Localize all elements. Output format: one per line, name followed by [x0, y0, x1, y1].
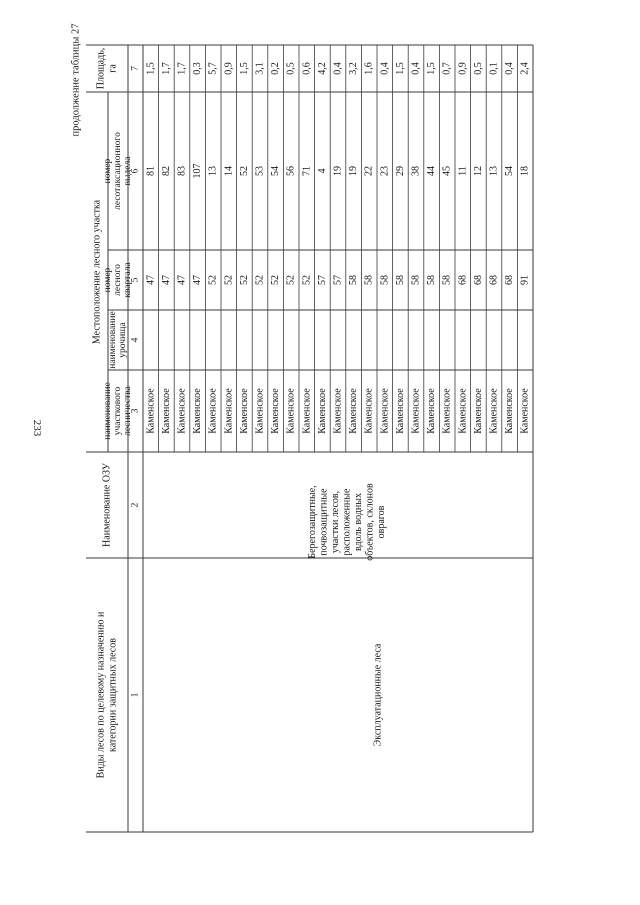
cell-quarter: 52 — [254, 275, 266, 285]
cell-quarter: 68 — [472, 275, 484, 285]
header-col7: га — [107, 64, 119, 73]
cell-area: 0,7 — [441, 62, 453, 75]
header-col4: урочища — [118, 322, 128, 358]
cell-forestry: Каменское — [426, 388, 438, 434]
cell-allotment: 4 — [316, 168, 328, 174]
cell-allotment: 22 — [363, 166, 375, 176]
column-number-4: 4 — [130, 337, 141, 343]
cell-allotment: 12 — [472, 166, 484, 176]
cell-allotment: 19 — [332, 166, 344, 176]
header-col3: участкового — [113, 386, 123, 436]
header-col4: наименование — [108, 311, 118, 369]
cell-quarter: 52 — [285, 275, 297, 285]
cell-allotment: 53 — [254, 166, 266, 176]
cell-allotment: 38 — [410, 166, 422, 176]
cell-quarter: 58 — [363, 275, 375, 285]
cell-forestry: Каменское — [160, 388, 172, 434]
cell-allotment: 45 — [441, 166, 453, 176]
cell-forestry: Каменское — [519, 388, 531, 434]
cell-quarter: 47 — [192, 275, 204, 285]
cell-area: 0,4 — [379, 62, 391, 75]
cell-quarter: 52 — [207, 275, 219, 285]
table-caption-text: продолжение таблицы 27 — [70, 23, 82, 137]
cell-quarter: 47 — [145, 275, 157, 285]
cell-quarter: 58 — [394, 275, 406, 285]
column-number-2: 2 — [130, 502, 141, 508]
cell-forestry: Каменское — [504, 388, 516, 434]
ozu-name: Берегозащитные, — [307, 485, 318, 559]
cell-area: 0,5 — [285, 62, 297, 75]
cell-quarter: 52 — [238, 275, 250, 285]
cell-quarter: 52 — [301, 275, 313, 285]
cell-allotment: 52 — [238, 166, 250, 176]
cell-quarter: 47 — [176, 275, 188, 285]
cell-area: 5,7 — [207, 62, 219, 75]
header-col3: наименование — [103, 382, 113, 440]
cell-allotment: 14 — [223, 166, 235, 176]
page-number: 233 — [31, 419, 43, 437]
cell-allotment: 13 — [488, 166, 500, 176]
cell-forestry: Каменское — [285, 388, 297, 434]
cell-allotment: 11 — [457, 166, 469, 176]
cell-forestry: Каменское — [238, 388, 250, 434]
cell-quarter: 68 — [504, 274, 516, 285]
header-col6: лесотаксационного — [113, 132, 123, 210]
header-col7: Площадь, — [95, 47, 107, 90]
header-col5: номер — [103, 267, 113, 293]
cell-allotment: 23 — [379, 166, 391, 176]
cell-forestry: Каменское — [488, 388, 500, 434]
cell-area: 4,2 — [316, 62, 328, 75]
cell-allotment: 19 — [348, 166, 360, 176]
cell-area: 0,4 — [332, 62, 344, 75]
cell-quarter: 52 — [223, 275, 235, 285]
cell-area: 0,3 — [192, 62, 204, 75]
cell-forestry: Каменское — [379, 388, 391, 434]
cell-forestry: Каменское — [207, 388, 219, 434]
cell-quarter: 58 — [348, 275, 360, 285]
cell-area: 0,9 — [223, 62, 235, 75]
cell-allotment: 56 — [285, 166, 297, 176]
cell-allotment: 81 — [145, 166, 157, 176]
cell-forestry: Каменское — [223, 388, 235, 434]
cell-forestry: Каменское — [348, 388, 360, 434]
cell-allotment: 82 — [160, 166, 172, 176]
cell-forestry: Каменское — [176, 388, 188, 434]
cell-allotment: 107 — [192, 163, 204, 179]
cell-quarter: 58 — [379, 275, 391, 285]
ozu-name: участки лесов, — [330, 490, 341, 554]
header-col6: номер — [103, 158, 113, 184]
column-number-5: 5 — [130, 277, 141, 283]
cell-forestry: Каменское — [457, 388, 469, 434]
cell-area: 0,1 — [488, 62, 500, 75]
cell-area: 1,5 — [426, 62, 438, 75]
cell-forestry: Каменское — [441, 388, 453, 434]
cell-forestry: Каменское — [394, 388, 406, 434]
cell-forestry: Каменское — [410, 388, 422, 434]
cell-area: 1,7 — [160, 62, 172, 75]
cell-quarter: 58 — [426, 275, 438, 285]
ozu-name: вдоль водных — [353, 492, 364, 552]
cell-area: 1,7 — [176, 62, 188, 75]
cell-area: 0,4 — [504, 62, 516, 75]
cell-area: 1,5 — [145, 62, 157, 75]
cell-quarter: 68 — [457, 275, 469, 285]
column-number-6: 6 — [130, 168, 141, 174]
cell-quarter: 91 — [519, 275, 531, 285]
cell-area: 3,1 — [254, 62, 266, 75]
cell-forestry: Каменское — [301, 388, 313, 434]
cell-area: 0,5 — [472, 62, 484, 75]
cell-allotment: 54 — [504, 165, 516, 176]
cell-forestry: Каменское — [472, 388, 484, 434]
cell-allotment: 29 — [394, 166, 406, 176]
ozu-name: почвозащитные — [318, 488, 330, 556]
header-group: Местоположение лесного участка — [91, 199, 103, 345]
ozu-name: расположенные — [341, 488, 353, 556]
cell-allotment: 54 — [270, 166, 282, 176]
cell-forestry: Каменское — [316, 388, 328, 434]
ozu-name: объектов, склонов — [364, 483, 376, 561]
header-col6: выдела — [123, 156, 133, 186]
cell-allotment: 13 — [207, 166, 219, 176]
cell-allotment: 83 — [176, 166, 188, 176]
cell-area: 2,4 — [519, 62, 531, 75]
cell-area: 0,4 — [410, 62, 422, 75]
column-number-3: 3 — [130, 408, 141, 414]
cell-quarter: 68 — [488, 275, 500, 285]
column-number-7: 7 — [130, 66, 141, 71]
cell-forestry: Каменское — [270, 388, 282, 434]
cell-area: 0,2 — [270, 62, 282, 75]
cell-forestry: Каменское — [192, 388, 204, 434]
cell-allotment: 71 — [301, 166, 313, 176]
cell-forestry: Каменское — [145, 388, 157, 434]
header-col5: лесного — [113, 264, 123, 296]
header-col1: категории защитных лесов — [107, 638, 119, 752]
cell-allotment: 44 — [426, 166, 438, 176]
cell-quarter: 58 — [410, 275, 422, 285]
cell-quarter: 57 — [316, 275, 328, 285]
cell-area: 1,5 — [394, 62, 406, 75]
cell-allotment: 18 — [519, 166, 531, 176]
cell-area: 0,9 — [457, 62, 469, 75]
cell-forestry: Каменское — [254, 388, 266, 434]
ozu-name: оврагов — [376, 505, 387, 539]
cell-forestry: Каменское — [363, 388, 375, 434]
header-col5: квартала — [123, 262, 133, 298]
column-number-1: 1 — [130, 692, 141, 698]
cell-quarter: 47 — [160, 275, 172, 285]
cell-quarter: 52 — [270, 275, 282, 285]
cell-quarter: 57 — [332, 275, 344, 285]
cell-area: 1,6 — [363, 62, 375, 75]
cell-forestry: Каменское — [332, 388, 344, 434]
header-col3: лесничества — [123, 386, 133, 436]
cell-area: 3,2 — [348, 62, 360, 75]
header-col2: Наименование ОЗУ — [101, 463, 113, 547]
cell-area: 0,6 — [301, 62, 313, 75]
cell-quarter: 58 — [441, 275, 453, 285]
cell-area: 1,5 — [238, 62, 250, 75]
forest-type: Эксплуатационные леса — [372, 643, 384, 747]
header-col1: Виды лесов по целевому назначению и — [95, 611, 107, 779]
